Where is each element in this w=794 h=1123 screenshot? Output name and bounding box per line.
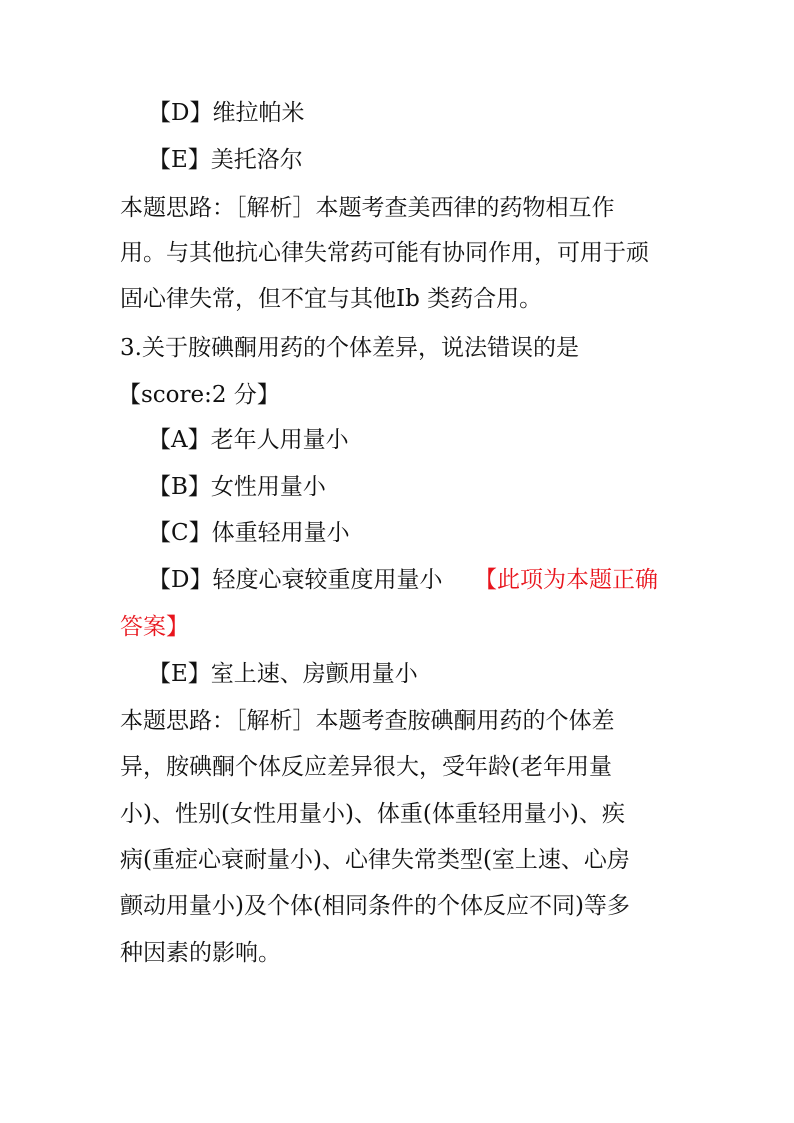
option-text: 体重轻用量小 bbox=[211, 520, 350, 546]
option-key: 【E】 bbox=[148, 147, 211, 173]
option-key: 【D】 bbox=[148, 100, 213, 126]
option-key: 【A】 bbox=[148, 427, 211, 453]
analysis-line: 固心律失常，但不宜与其他Ⅰb 类药合用。 bbox=[120, 286, 543, 312]
option-text: 轻度心衰较重度用量小 bbox=[212, 567, 443, 593]
correct-answer-marker-cont: 答案】 bbox=[120, 614, 189, 640]
analysis-line: 小)、性别(女性用量小)、体重(体重轻用量小)、疾 bbox=[120, 801, 625, 827]
option-a bbox=[148, 425, 349, 455]
analysis-line: 种因素的影响。 bbox=[120, 940, 281, 966]
option-e bbox=[148, 145, 303, 175]
option-key: 【B】 bbox=[148, 474, 211, 500]
correct-answer-marker: 【此项为本题正确 bbox=[474, 567, 658, 593]
option-b bbox=[148, 472, 326, 502]
analysis-line: 用。与其他抗心律失常药可能有协同作用，可用于顽 bbox=[120, 240, 649, 266]
option-e bbox=[148, 659, 418, 689]
analysis-line: 颤动用量小)及个体(相同条件的个体反应不同)等多 bbox=[120, 893, 630, 919]
option-c bbox=[148, 518, 350, 548]
option-key: 【E】 bbox=[148, 661, 211, 687]
option-text: 美托洛尔 bbox=[210, 147, 303, 173]
option-text: 老年人用量小 bbox=[210, 427, 349, 453]
option-d bbox=[148, 565, 442, 595]
option-text: 维拉帕米 bbox=[212, 100, 305, 126]
option-text: 女性用量小 bbox=[210, 474, 326, 500]
analysis-line: 本题思路：［解析］本题考查胺碘酮用药的个体差 bbox=[120, 708, 615, 734]
option-key: 【D】 bbox=[148, 567, 213, 593]
option-key: 【C】 bbox=[148, 520, 212, 546]
analysis-line: 本题思路：［解析］本题考查美西律的药物相互作 bbox=[120, 195, 615, 221]
analysis-line: 病(重症心衰耐量小)、心律失常类型(室上速、心房 bbox=[120, 847, 630, 873]
score-label: 【score:2 分】 bbox=[118, 382, 280, 408]
option-text: 室上速、房颤用量小 bbox=[210, 661, 418, 687]
option-d bbox=[148, 98, 304, 128]
question-stem: 3.关于胺碘酮用药的个体差异，说法错误的是 bbox=[120, 335, 579, 361]
analysis-line: 异，胺碘酮个体反应差异很大，受年龄(老年用量 bbox=[120, 754, 612, 780]
